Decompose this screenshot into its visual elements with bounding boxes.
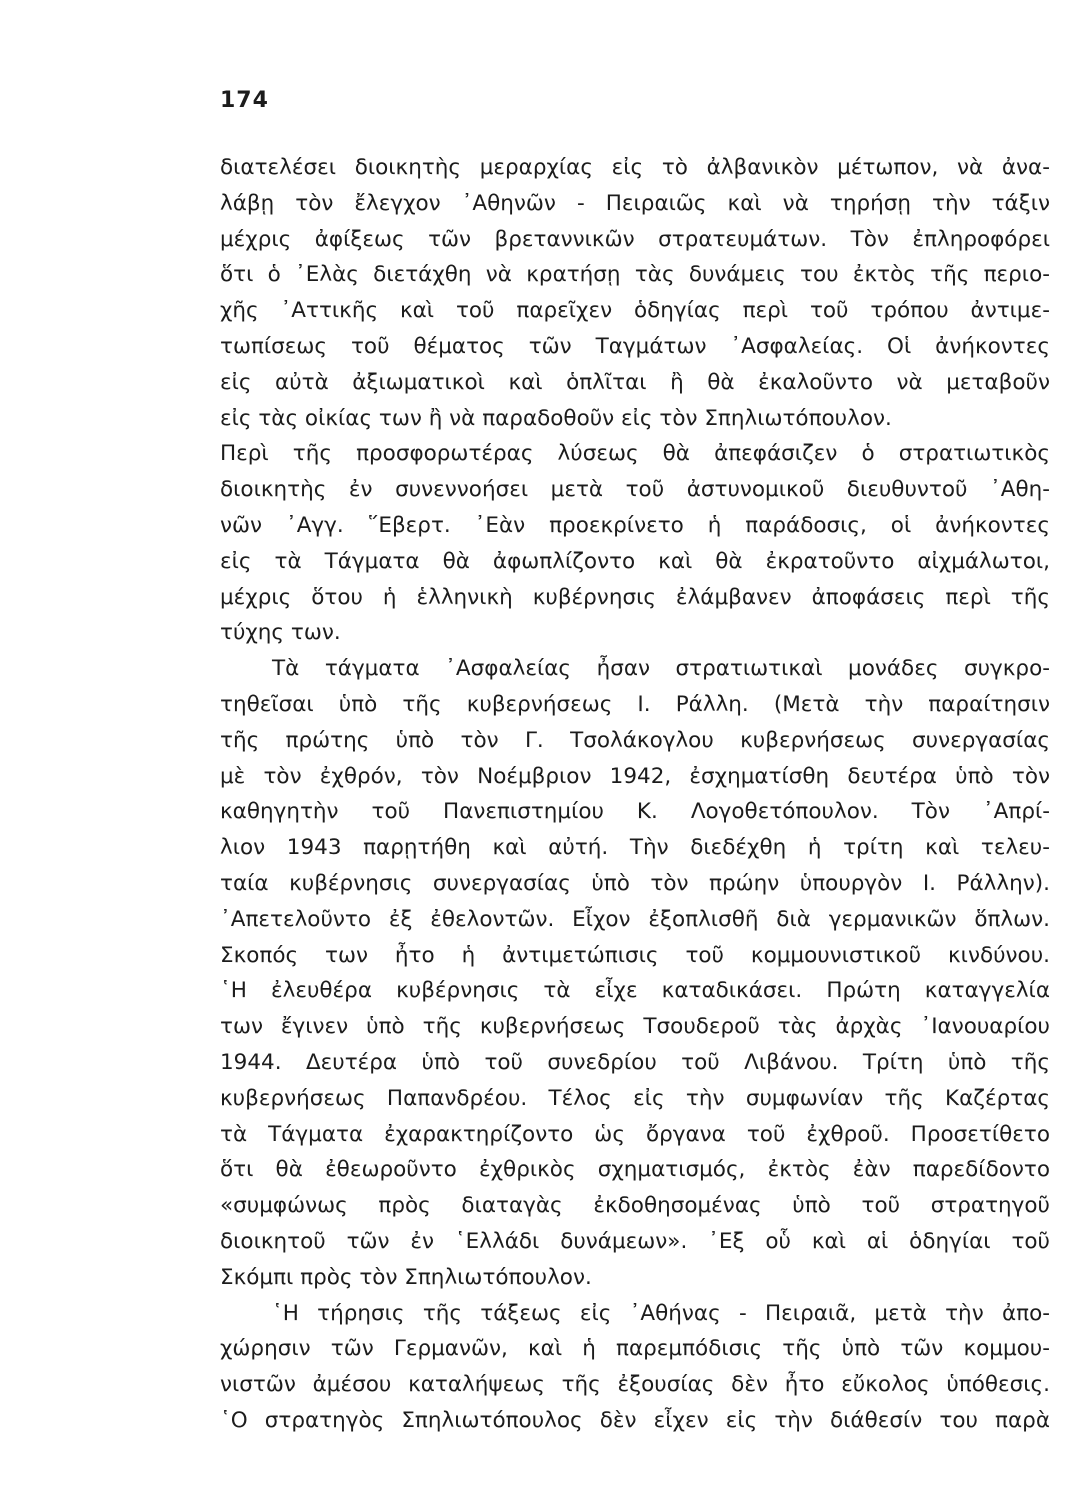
text-line: χῆς ᾿Αττικῆς καὶ τοῦ παρεῖχεν ὁδηγίας περὶ τοῦ τρόπου ἀντιμε- <box>220 298 1050 324</box>
text-line: λιον 1943 παρῃτήθη καὶ αὐτή. Τὴν διεδέχθη ἡ τρίτη καὶ τελευ- <box>220 835 1050 861</box>
text-line: μέχρις ἀφίξεως τῶν βρεταννικῶν στρατευμάτων. Τὸν ἐπληροφόρει <box>220 226 1050 252</box>
body-text <box>220 150 1050 1439</box>
text-line: τὰ Τάγματα ἐχαρακτηρίζοντο ὡς ὄργανα τοῦ ἐχθροῦ. Προσετίθετο <box>220 1121 1050 1147</box>
text-line: Σκοπός των ἦτο ἡ ἀντιμετώπισις τοῦ κομμουνιστικοῦ κινδύνου. <box>220 942 1050 968</box>
text-line: νῶν ᾿Αγγ. ῞Εβερτ. ᾿Εὰν προεκρίνετο ἡ παράδοσις, οἱ ἀνήκοντες <box>220 512 1050 538</box>
text-line: ῾Η τήρησις τῆς τάξεως εἰς ᾿Αθήνας - Πειραιᾶ, μετὰ τὴν ἀπο- <box>272 1300 1050 1326</box>
text-line: Σκόμπι πρὸς τὸν Σπηλιωτόπουλον. <box>220 1264 592 1290</box>
text-line: μέχρις ὅτου ἡ ἑλληνικὴ κυβέρνησις ἐλάμβανεν ἀποφάσεις περὶ τῆς <box>220 584 1050 610</box>
text-line: τωπίσεως τοῦ θέματος τῶν Ταγμάτων ᾿Ασφαλείας. Οἱ ἀνήκοντες <box>220 333 1050 359</box>
text-line: διατελέσει διοικητὴς μεραρχίας εἰς τὸ ἀλβανικὸν μέτωπον, νὰ ἀνα- <box>220 155 1050 180</box>
text-line: διοικητοῦ τῶν ἐν ῾Ελλάδι δυνάμεων». ᾿Εξ οὗ καὶ αἱ ὁδηγίαι τοῦ <box>220 1228 1050 1254</box>
text-line: των ἔγινεν ὑπὸ τῆς κυβερνήσεως Τσουδεροῦ τὰς ἀρχὰς ᾿Ιανουαρίου <box>220 1014 1050 1040</box>
text-line: εἰς τὰ Τάγματα θὰ ἀφωπλίζοντο καὶ θὰ ἐκρατοῦντο αἰχμάλωτοι, <box>220 548 1050 574</box>
text-line: ὅτι ὁ ᾿Ελὰς διετάχθη νὰ κρατήσῃ τὰς δυνάμεις του ἐκτὸς τῆς περιο- <box>220 262 1050 288</box>
text-line: τηθεῖσαι ὑπὸ τῆς κυβερνήσεως Ι. Ράλλη. (Μετὰ τὴν παραίτησιν <box>220 691 1050 717</box>
text-line: λάβῃ τὸν ἔλεγχον ᾿Αθηνῶν - Πειραιῶς καὶ νὰ τηρήσῃ τὴν τάξιν <box>220 190 1050 216</box>
text-line: τῆς πρώτης ὑπὸ τὸν Γ. Τσολάκογλου κυβερνήσεως συνεργασίας <box>220 727 1050 753</box>
text-line: ὅτι θὰ ἐθεωροῦντο ἐχθρικὸς σχηματισμός, ἐκτὸς ἐὰν παρεδίδοντο <box>220 1157 1050 1183</box>
text-line: ταία κυβέρνησις συνεργασίας ὑπὸ τὸν πρώην ὑπουργὸν Ι. Ράλλην). <box>220 870 1050 896</box>
page-number: 174 <box>220 88 269 113</box>
text-line: 1944. Δευτέρα ὑπὸ τοῦ συνεδρίου τοῦ Λιβάνου. Τρίτη ὑπὸ τῆς <box>220 1049 1050 1075</box>
text-line: Περὶ τῆς προσφορωτέρας λύσεως θὰ ἀπεφάσιζεν ὁ στρατιωτικὸς <box>220 441 1050 467</box>
text-line: χώρησιν τῶν Γερμανῶν, καὶ ἡ παρεμπόδισις τῆς ὑπὸ τῶν κομμου- <box>220 1336 1050 1362</box>
text-line: εἰς αὐτὰ ἀξιωματικοὶ καὶ ὁπλῖται ἢ θὰ ἐκαλοῦντο νὰ μεταβοῦν <box>220 369 1050 395</box>
text-line: ῾Η ἐλευθέρα κυβέρνησις τὰ εἶχε καταδικάσει. Πρώτη καταγγελία <box>220 978 1050 1004</box>
text-line: τύχης των. <box>220 620 341 646</box>
text-line: καθηγητὴν τοῦ Πανεπιστημίου Κ. Λογοθετόπουλον. Τὸν ᾿Απρί- <box>220 799 1050 825</box>
text-line: κυβερνήσεως Παπανδρέου. Τέλος εἰς τὴν συμφωνίαν τῆς Καζέρτας <box>220 1085 1050 1111</box>
text-line: «συμφώνως πρὸς διαταγὰς ἐκδοθησομένας ὑπὸ τοῦ στρατηγοῦ <box>220 1193 1050 1219</box>
text-line: διοικητὴς ἐν συνεννοήσει μετὰ τοῦ ἀστυνομικοῦ διευθυντοῦ ᾿Αθη- <box>220 477 1050 503</box>
text-line: ῾Ο στρατηγὸς Σπηλιωτόπουλος δὲν εἶχεν εἰς τὴν διάθεσίν του παρὰ <box>220 1407 1050 1433</box>
text-line: Τὰ τάγματα ᾿Ασφαλείας ἦσαν στρατιωτικαὶ μονάδες συγκρο- <box>272 656 1050 682</box>
text-line: ᾿Απετελοῦντο ἐξ ἐθελοντῶν. Εἶχον ἐξοπλισθῆ διὰ γερμανικῶν ὅπλων. <box>220 906 1050 932</box>
text-line: μὲ τὸν ἐχθρόν, τὸν Νοέμβριον 1942, ἐσχηματίσθη δευτέρα ὑπὸ τὸν <box>220 763 1050 789</box>
text-line: εἰς τὰς οἰκίας των ἢ νὰ παραδοθοῦν εἰς τὸν Σπηλιωτόπουλον. <box>220 405 892 431</box>
text-line: νιστῶν ἀμέσου καταλήψεως τῆς ἐξουσίας δὲν ἦτο εὔκολος ὑπόθεσις. <box>220 1372 1050 1398</box>
